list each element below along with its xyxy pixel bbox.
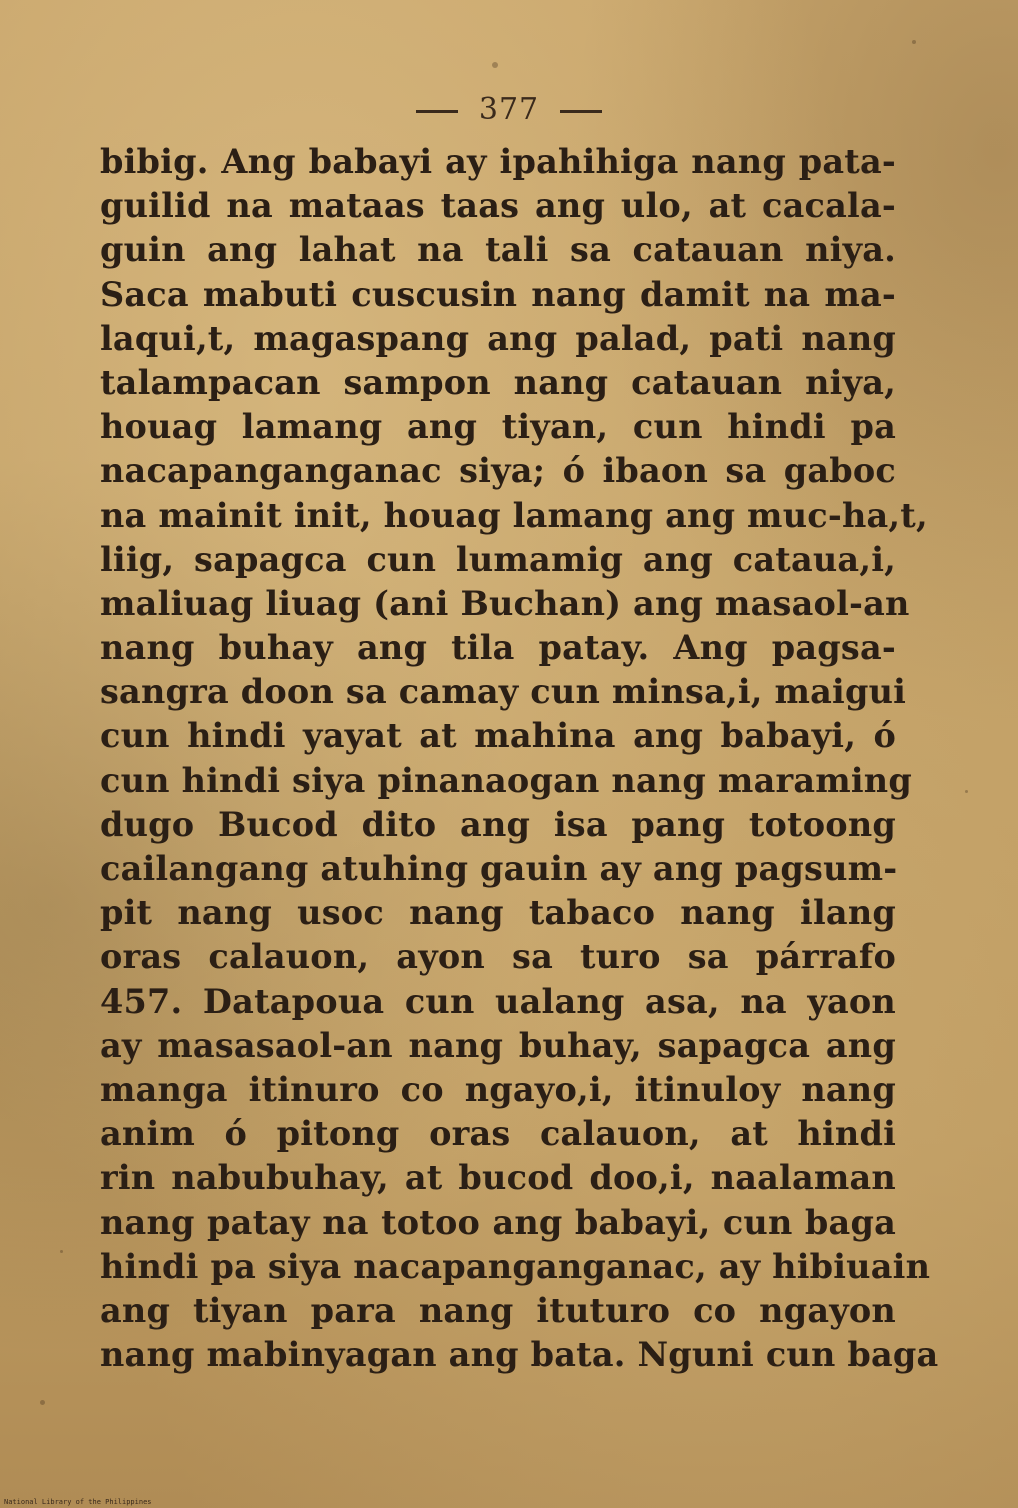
paper-speck [965,790,968,793]
page-number-header [0,92,1018,127]
text-line: ang tiyan para nang ituturo co ngayon [100,1290,896,1330]
paper-speck [912,40,916,44]
text-line: cailangang atuhing gauin ay ang pagsum- [100,849,898,888]
text-line: guin ang lahat na tali sa catauan niya. [100,230,896,270]
paper-speck [60,1250,63,1253]
text-line: sangra doon sa camay cun minsa,i, maigui [100,672,907,712]
text-line: bibig. Ang babayi ay ipahihiga nang pata- [100,142,896,181]
text-line: laqui,t, magaspang ang palad, pati nang [100,318,896,358]
text-line: hindi pa siya nacapanganganac, ay hibiuain [100,1246,931,1286]
page-number: 377 [478,92,540,127]
text-line: manga itinuro co ngayo,i, itinuloy nang [100,1069,896,1109]
text-line: nang patay na totoo ang babayi, cun baga [100,1202,896,1242]
text-line: ay masasaol-an nang buhay, sapagca ang [100,1025,896,1065]
text-line: nang buhay ang tila patay. Ang pagsa- [100,628,896,668]
text-line: nang mabinyagan ang bata. Nguni cun baga [100,1335,939,1375]
text-line: liig, sapagca cun lumamig ang cataua,i, [100,539,896,579]
text-line: dugo Bucod dito ang isa pang totoong [100,804,896,844]
text-line: cun hindi yayat at mahina ang babayi, ó [100,716,896,756]
text-line: pit nang usoc nang tabaco nang ilang [100,893,896,933]
paper-speck [40,1400,45,1405]
header-dash-left [416,110,458,113]
footer-credit: National Library of the Philippines [4,1498,152,1506]
text-line: 457. Datapoua cun ualang asa, na yaon [100,981,896,1021]
text-line: anim ó pitong oras calauon, at hindi [100,1114,896,1154]
text-line: cun hindi siya pinanaogan nang maraming [100,760,912,800]
header-dash-right [560,110,602,113]
text-line: rin nabubuhay, at bucod doo,i, naalaman [100,1158,896,1198]
text-line: nacapanganganac siya; ó ibaon sa gaboc [100,451,896,491]
text-line: na mainit init, houag lamang ang muc-ha,t, [100,495,928,535]
text-line: houag lamang ang tiyan, cun hindi pa [100,407,896,447]
body-text [100,140,939,1377]
text-line: Saca mabuti cuscusin nang damit na ma- [100,274,896,314]
text-line: talampacan sampon nang catauan niya, [100,362,896,402]
paper-speck [492,62,498,68]
text-line: guilid na mataas taas ang ulo, at cacala- [100,186,896,226]
text-line: maliuag liuag (ani Buchan) ang masaol-an [100,583,910,623]
text-line: oras calauon, ayon sa turo sa párrafo [100,937,896,977]
